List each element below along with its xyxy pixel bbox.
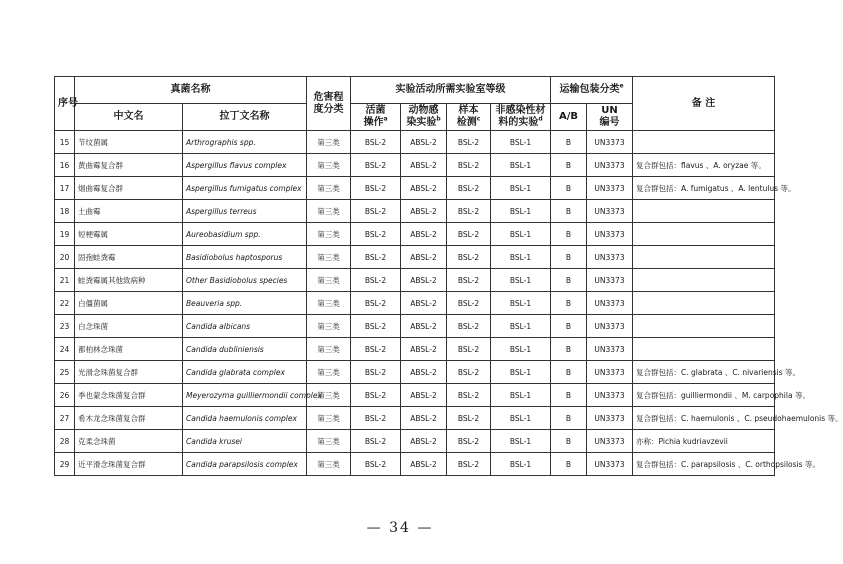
cell-sample-test: BSL-2 (447, 177, 491, 200)
cell-sample-test: BSL-2 (447, 407, 491, 430)
cell-latin-name: Arthrographis spp. (183, 131, 307, 154)
cell-noninfectious: BSL-1 (491, 269, 551, 292)
cell-noninfectious: BSL-1 (491, 315, 551, 338)
cell-sample-test: BSL-2 (447, 453, 491, 476)
table-row (55, 430, 775, 453)
header-cn: 中文名 (75, 104, 183, 131)
cell-num: 27 (55, 407, 75, 430)
cell-latin-name: Meyerozyma guilliermondii complex (183, 384, 307, 407)
cell-live-culture: BSL-2 (351, 177, 401, 200)
header-hazard: 危害程度分类 (307, 77, 351, 131)
cell-package-ab: B (551, 453, 587, 476)
cell-note (633, 223, 775, 246)
cell-noninfectious: BSL-1 (491, 384, 551, 407)
cell-note (633, 338, 775, 361)
cell-sample-test: BSL-2 (447, 269, 491, 292)
cell-live-culture: BSL-2 (351, 154, 401, 177)
cell-animal-infection: ABSL-2 (401, 315, 447, 338)
cell-num: 18 (55, 200, 75, 223)
cell-package-ab: B (551, 269, 587, 292)
cell-hazard-class: 第三类 (307, 407, 351, 430)
cell-num: 29 (55, 453, 75, 476)
cell-num: 26 (55, 384, 75, 407)
cell-chinese-name: 都柏林念珠菌 (75, 338, 183, 361)
cell-chinese-name: 近平滑念珠菌复合群 (75, 453, 183, 476)
cell-note: 复合群包括：C. haemulonis 、C. pseudohaemulonis 等。 (633, 407, 775, 430)
cell-hazard-class: 第三类 (307, 453, 351, 476)
cell-chinese-name: 节纹菌属 (75, 131, 183, 154)
cell-sample-test: BSL-2 (447, 246, 491, 269)
cell-chinese-name: 烟曲霉复合群 (75, 177, 183, 200)
cell-package-ab: B (551, 177, 587, 200)
cell-un-number: UN3373 (587, 154, 633, 177)
cell-un-number: UN3373 (587, 177, 633, 200)
cell-note: 复合群包括：guilliermondii 、M. carpophila 等。 (633, 384, 775, 407)
table-row (55, 315, 775, 338)
cell-hazard-class: 第三类 (307, 177, 351, 200)
cell-noninfectious: BSL-1 (491, 338, 551, 361)
cell-hazard-class: 第三类 (307, 223, 351, 246)
cell-un-number: UN3373 (587, 223, 633, 246)
cell-noninfectious: BSL-1 (491, 361, 551, 384)
cell-live-culture: BSL-2 (351, 430, 401, 453)
table-row (55, 384, 775, 407)
cell-latin-name: Candida haemulonis complex (183, 407, 307, 430)
header-name-group: 真菌名称 (75, 77, 307, 104)
cell-num: 21 (55, 269, 75, 292)
table-row (55, 246, 775, 269)
cell-un-number: UN3373 (587, 131, 633, 154)
header-num: 序号 (55, 77, 75, 131)
cell-sample-test: BSL-2 (447, 200, 491, 223)
header-ab: A/B (551, 104, 587, 131)
cell-latin-name: Candida albicans (183, 315, 307, 338)
table-row (55, 292, 775, 315)
cell-latin-name: Aureobasidium spp. (183, 223, 307, 246)
cell-live-culture: BSL-2 (351, 361, 401, 384)
cell-sample-test: BSL-2 (447, 292, 491, 315)
cell-un-number: UN3373 (587, 338, 633, 361)
cell-hazard-class: 第三类 (307, 361, 351, 384)
cell-live-culture: BSL-2 (351, 292, 401, 315)
cell-note (633, 200, 775, 223)
cell-live-culture: BSL-2 (351, 407, 401, 430)
cell-animal-infection: ABSL-2 (401, 200, 447, 223)
cell-hazard-class: 第三类 (307, 430, 351, 453)
cell-note (633, 292, 775, 315)
cell-latin-name: Aspergillus fumigatus complex (183, 177, 307, 200)
cell-package-ab: B (551, 292, 587, 315)
cell-animal-infection: ABSL-2 (401, 453, 447, 476)
cell-un-number: UN3373 (587, 453, 633, 476)
cell-note (633, 246, 775, 269)
table-row (55, 407, 775, 430)
cell-live-culture: BSL-2 (351, 246, 401, 269)
cell-note: 复合群包括：A. fumigatus 、A. lentulus 等。 (633, 177, 775, 200)
cell-animal-infection: ABSL-2 (401, 246, 447, 269)
cell-num: 25 (55, 361, 75, 384)
cell-animal-infection: ABSL-2 (401, 223, 447, 246)
cell-hazard-class: 第三类 (307, 131, 351, 154)
cell-animal-infection: ABSL-2 (401, 154, 447, 177)
cell-hazard-class: 第三类 (307, 292, 351, 315)
table-row (55, 223, 775, 246)
cell-noninfectious: BSL-1 (491, 292, 551, 315)
cell-num: 16 (55, 154, 75, 177)
cell-hazard-class: 第三类 (307, 154, 351, 177)
cell-live-culture: BSL-2 (351, 200, 401, 223)
cell-hazard-class: 第三类 (307, 246, 351, 269)
cell-sample-test: BSL-2 (447, 361, 491, 384)
cell-un-number: UN3373 (587, 407, 633, 430)
cell-noninfectious: BSL-1 (491, 223, 551, 246)
header-un: UN 编号 (587, 104, 633, 131)
header-animal: 动物感 染实验$^b$ (401, 104, 447, 131)
cell-package-ab: B (551, 246, 587, 269)
cell-noninfectious: BSL-1 (491, 154, 551, 177)
cell-un-number: UN3373 (587, 292, 633, 315)
cell-sample-test: BSL-2 (447, 384, 491, 407)
cell-noninfectious: BSL-1 (491, 453, 551, 476)
cell-num: 19 (55, 223, 75, 246)
cell-package-ab: B (551, 223, 587, 246)
cell-animal-infection: ABSL-2 (401, 292, 447, 315)
cell-latin-name: Beauveria spp. (183, 292, 307, 315)
cell-num: 24 (55, 338, 75, 361)
cell-un-number: UN3373 (587, 246, 633, 269)
cell-note (633, 315, 775, 338)
cell-animal-infection: ABSL-2 (401, 177, 447, 200)
cell-animal-infection: ABSL-2 (401, 384, 447, 407)
cell-chinese-name: 克柔念珠菌 (75, 430, 183, 453)
cell-num: 23 (55, 315, 75, 338)
cell-num: 28 (55, 430, 75, 453)
cell-live-culture: BSL-2 (351, 338, 401, 361)
cell-package-ab: B (551, 361, 587, 384)
cell-chinese-name: 白念珠菌 (75, 315, 183, 338)
cell-package-ab: B (551, 384, 587, 407)
cell-chinese-name: 黄曲霉复合群 (75, 154, 183, 177)
header-lab-group: 实验活动所需实验室等级 (351, 77, 551, 104)
cell-un-number: UN3373 (587, 361, 633, 384)
table-row (55, 269, 775, 292)
cell-un-number: UN3373 (587, 384, 633, 407)
cell-chinese-name: 蛙粪霉属其他致病种 (75, 269, 183, 292)
cell-package-ab: B (551, 315, 587, 338)
cell-noninfectious: BSL-1 (491, 131, 551, 154)
fungi-table (54, 76, 843, 476)
cell-latin-name: Aspergillus flavus complex (183, 154, 307, 177)
page-number: — 34 — (366, 520, 434, 536)
cell-package-ab: B (551, 407, 587, 430)
cell-package-ab: B (551, 200, 587, 223)
cell-live-culture: BSL-2 (351, 453, 401, 476)
cell-latin-name: Aspergillus terreus (183, 200, 307, 223)
header-sample: 样本 检测$^c$ (447, 104, 491, 131)
cell-un-number: UN3373 (587, 200, 633, 223)
cell-sample-test: BSL-2 (447, 154, 491, 177)
cell-hazard-class: 第三类 (307, 269, 351, 292)
cell-chinese-name: 固孢蛙粪霉 (75, 246, 183, 269)
header-live: 活菌 操作$^a$ (351, 104, 401, 131)
table-row (55, 361, 775, 384)
cell-un-number: UN3373 (587, 430, 633, 453)
cell-noninfectious: BSL-1 (491, 407, 551, 430)
cell-chinese-name: 希木龙念珠菌复合群 (75, 407, 183, 430)
cell-un-number: UN3373 (587, 315, 633, 338)
cell-package-ab: B (551, 131, 587, 154)
cell-latin-name: Basidiobolus haptosporus (183, 246, 307, 269)
cell-latin-name: Candida dubliniensis (183, 338, 307, 361)
cell-num: 22 (55, 292, 75, 315)
cell-chinese-name: 季也蒙念珠菌复合群 (75, 384, 183, 407)
cell-num: 15 (55, 131, 75, 154)
cell-animal-infection: ABSL-2 (401, 361, 447, 384)
cell-chinese-name: 短梗霉属 (75, 223, 183, 246)
cell-chinese-name: 土曲霉 (75, 200, 183, 223)
cell-note (633, 131, 775, 154)
cell-note: 亦称：Pichia kudriavzevii (633, 430, 775, 453)
table-row (55, 338, 775, 361)
cell-package-ab: B (551, 430, 587, 453)
table-row (55, 154, 775, 177)
table-body (55, 131, 843, 476)
cell-latin-name: Candida glabrata complex (183, 361, 307, 384)
cell-hazard-class: 第三类 (307, 200, 351, 223)
table-row (55, 200, 775, 223)
cell-sample-test: BSL-2 (447, 430, 491, 453)
cell-animal-infection: ABSL-2 (401, 131, 447, 154)
table-row (55, 453, 775, 476)
cell-num: 17 (55, 177, 75, 200)
table-row (55, 177, 775, 200)
cell-sample-test: BSL-2 (447, 223, 491, 246)
cell-animal-infection: ABSL-2 (401, 269, 447, 292)
cell-package-ab: B (551, 338, 587, 361)
cell-latin-name: Candida krusei (183, 430, 307, 453)
cell-live-culture: BSL-2 (351, 315, 401, 338)
cell-animal-infection: ABSL-2 (401, 407, 447, 430)
cell-noninfectious: BSL-1 (491, 246, 551, 269)
cell-live-culture: BSL-2 (351, 384, 401, 407)
cell-num: 20 (55, 246, 75, 269)
cell-chinese-name: 光滑念珠菌复合群 (75, 361, 183, 384)
cell-note: 复合群包括：flavus 、A. oryzae 等。 (633, 154, 775, 177)
cell-live-culture: BSL-2 (351, 131, 401, 154)
cell-hazard-class: 第三类 (307, 338, 351, 361)
cell-note (633, 269, 775, 292)
header-transport-group: 运输包装分类$^e$ (551, 77, 633, 104)
cell-live-culture: BSL-2 (351, 269, 401, 292)
cell-noninfectious: BSL-1 (491, 430, 551, 453)
header-latin: 拉丁文名称 (183, 104, 307, 131)
header-note: 备 注 (633, 77, 775, 131)
cell-chinese-name: 白僵菌属 (75, 292, 183, 315)
cell-note: 复合群包括：C. parapsilosis 、C. orthopsilosis 等。 (633, 453, 775, 476)
cell-hazard-class: 第三类 (307, 315, 351, 338)
cell-live-culture: BSL-2 (351, 223, 401, 246)
cell-noninfectious: BSL-1 (491, 177, 551, 200)
cell-animal-infection: ABSL-2 (401, 338, 447, 361)
cell-sample-test: BSL-2 (447, 338, 491, 361)
cell-package-ab: B (551, 154, 587, 177)
cell-hazard-class: 第三类 (307, 384, 351, 407)
cell-noninfectious: BSL-1 (491, 200, 551, 223)
cell-un-number: UN3373 (587, 269, 633, 292)
cell-animal-infection: ABSL-2 (401, 430, 447, 453)
cell-sample-test: BSL-2 (447, 131, 491, 154)
table-row (55, 131, 775, 154)
cell-note: 复合群包括：C. glabrata 、C. nivariensis 等。 (633, 361, 775, 384)
header-noninf: 非感染性材 料的实验$^d$ (491, 104, 551, 131)
cell-latin-name: Other Basidiobolus species (183, 269, 307, 292)
cell-latin-name: Candida parapsilosis complex (183, 453, 307, 476)
cell-sample-test: BSL-2 (447, 315, 491, 338)
